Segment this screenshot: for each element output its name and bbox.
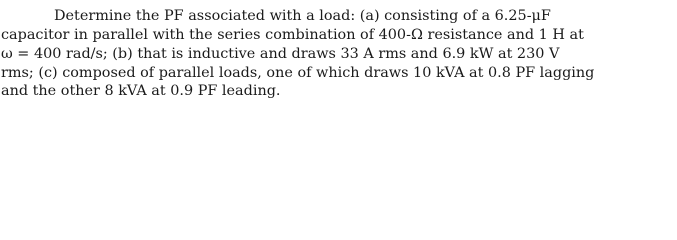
- problem-line: ω = 400 rad/s; (b) that is inductive and draws 33 A rms and 6.9 kW at 230 V: [1, 46, 560, 62]
- problem-line: Determine the PF associated with a load: (a) consisting of a 6.25-μF: [54, 8, 551, 24]
- problem-line: and the other 8 kVA at 0.9 PF leading.: [1, 83, 281, 99]
- problem-line: rms; (c) composed of parallel loads, one of which draws 10 kVA at 0.8 PF lagging: [1, 65, 595, 81]
- problem-line: capacitor in parallel with the series combination of 400-Ω resistance and 1 H at: [1, 27, 584, 43]
